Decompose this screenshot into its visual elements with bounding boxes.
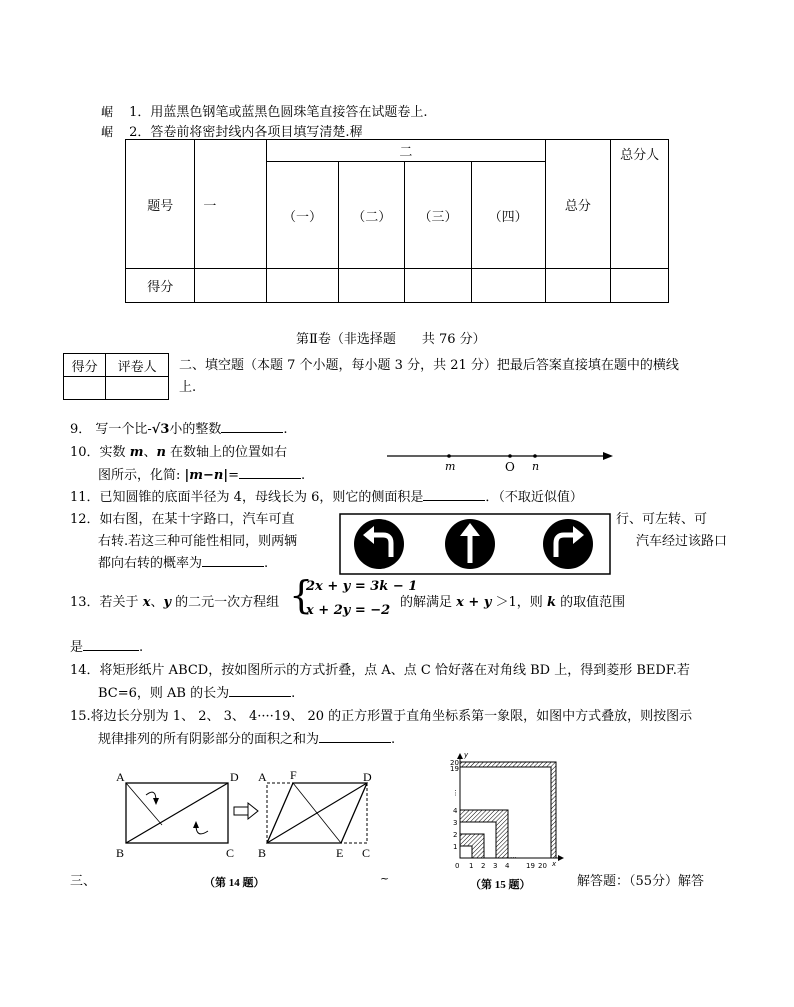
point-n [533,454,537,458]
fig14-right-label-f: F [290,768,297,782]
label-m: m [445,460,456,473]
fig15-xtick: 19 [526,862,535,870]
fig15-xtick: 2 [481,862,486,870]
score-table [125,139,669,303]
score-cell[interactable] [339,269,405,303]
figure-14 [110,765,400,895]
question-no-header: 题号 [126,140,195,269]
fig14-left-label-c: C [226,846,235,860]
note-glyph: 崌 [101,125,114,139]
fig14-caption: （第 14 题） [204,877,265,889]
scorer-header: 总分人 [611,140,669,269]
q13-text-post1: 的解满足 [400,595,457,610]
q9-sqrt: √3 [151,422,170,437]
straight-sign-icon [445,519,495,569]
score-cell[interactable] [195,269,267,303]
figure-15 [440,750,570,895]
fig14-right-label-e: E [336,846,344,860]
q13-cond: x + y [456,595,492,610]
q10-answer-blank[interactable] [239,466,301,479]
fig15-ytick: 19 [450,765,459,773]
question-14: 14．将矩形纸片 ABCD，按如图所示的方式折叠，点 A、点 C 恰好落在对角线 BD 上，得到菱形 BEDF.若 [70,663,690,678]
q12-text-3: 都向右转的概率为 [98,556,203,571]
left-turn-sign-icon [354,519,404,569]
fig14-left-label-b: B [116,846,125,860]
q13-eq1: 2x + y = 3k − 1 [306,579,418,594]
question-12: 12．如右图，在某十字路口，汽车可直 [70,512,295,527]
volume-title: 第Ⅱ卷（非选择题 共 76 分） [296,332,486,347]
q10-text: 10．实数 [70,445,130,460]
question-13-cont [400,591,625,610]
question-13 [70,591,279,610]
q12-answer-blank[interactable] [202,554,264,567]
section-3-prefix: 三、 [70,874,97,889]
note-text: 2．答卷前将密封线内各项目填写清楚.稺 [129,125,363,140]
q9-answer-blank[interactable] [221,420,283,433]
fig14-right-label-d: D [363,770,372,784]
q9-text-post: 小的整数 [169,422,222,437]
question-12-line2: 右转.若这三种可能性相同，则两辆 [98,534,298,549]
q11-answer-blank[interactable] [423,488,485,501]
section-3-heading: 解答题：（55分）解答 [577,874,705,889]
q15-answer-blank[interactable] [319,730,391,743]
score-cell[interactable] [545,269,611,303]
q10-eq: = [228,468,239,483]
q13-sep: 、 [150,595,164,610]
grader-cell[interactable] [106,377,169,400]
number-line [385,446,615,476]
fig15-xtick: 1 [469,862,474,870]
q10-text-2: 图所示，化简: [98,468,185,483]
grader-table [63,353,169,400]
q13-text-mid: 的二元一次方程组 [171,595,280,610]
fig14-left-label-d: D [230,770,239,784]
fig15-xtick: 3 [493,862,498,870]
total-header: 总分 [545,140,611,269]
q13-text-post2: ＞1，则 [491,595,547,610]
point-o [508,454,512,458]
question-14-line2: BC=6，则 AB 的长为 . [98,686,296,701]
grader-label: 评卷人 [106,354,169,377]
q9-text: 9． 写一个比- [70,422,152,437]
q10-var-m: m [129,445,144,460]
q15-text-2: 规律排列的所有阴影部分的面积之和为 [98,732,320,747]
number-line-arrow [603,452,613,460]
fig14-right-label-c: C [362,846,371,860]
fig14-left-label-a: A [116,770,125,784]
q11-text: 11．已知圆锥的底面半径为 4，母线长为 6，则它的侧面积是 [70,490,424,505]
question-10-line2: 图所示，化简: |m−n|= . [98,468,306,483]
q11-text-post: ．（不取近似值） [485,490,583,505]
stray-mark: ~ [380,872,390,885]
transform-arrow-icon [234,803,258,819]
question-12-right: 行、可左转、可 [616,512,708,527]
part-one-header: 一 [195,140,267,269]
q13-eq2: x + 2y = −2 [306,603,391,618]
fig15-ellipsis-v: ⋮ [452,789,459,797]
score-cell[interactable] [267,269,339,303]
label-n: n [532,460,540,473]
q10-expr: |m−n| [184,468,229,483]
fig15-y-label: y [464,751,469,759]
question-13-line2: 是 . [70,640,144,655]
fig15-ytick: 2 [453,831,458,839]
q13-var-k: k [546,595,556,610]
q14-text-2: BC=6，则 AB 的长为 [98,686,230,701]
grader-score-label: 得分 [64,354,106,377]
sub-part-4: （四） [471,162,545,269]
grader-score-cell[interactable] [64,377,106,400]
fig14-right-label-a: A [258,770,267,784]
q13-answer-blank[interactable] [83,638,139,651]
sub-part-1: （一） [267,162,339,269]
question-11 [70,486,583,505]
q10-sep: 、 [143,445,157,460]
q13-var-x: x [142,595,151,610]
question-12-line3: 都向右转的概率为 . [98,556,269,571]
sub-part-2: （二） [339,162,405,269]
q10-text-post: 在数轴上的位置如右 [165,445,288,460]
score-cell[interactable] [471,269,545,303]
q10-var-n: n [156,445,166,460]
fig15-xtick: 0 [455,862,460,870]
fig15-x-label: x [552,860,557,868]
traffic-signs [339,513,611,575]
note-2 [101,121,363,140]
section-2-heading: 二、填空题（本题 7 个小题，每小题 3 分，共 21 分）把最后答案直接填在题中的横线 [179,358,679,373]
point-m [447,454,451,458]
score-row-label: 得分 [126,269,195,303]
question-12-right2: 汽车经过该路口 [636,534,728,549]
note-1 [101,101,428,120]
q13-var-y: y [163,595,172,610]
question-15-line2: 规律排列的所有阴影部分的面积之和为 . [98,732,396,747]
score-cell[interactable] [611,269,669,303]
system-brace: { [289,573,314,617]
question-10 [70,441,287,460]
note-text: 1．用蓝黑色钢笔或蓝黑色圆珠笔直接答在试题卷上. [129,105,428,120]
q13-text-2: 是 [70,640,84,655]
q14-answer-blank[interactable] [229,684,291,697]
fig15-caption: （第 15 题） [470,879,531,891]
part-two-header: 二 [267,140,546,162]
score-cell[interactable] [405,269,471,303]
fig15-ellipsis: ··· [510,854,517,862]
fig15-ytick: 3 [453,819,458,827]
fig15-xtick: 4 [505,862,510,870]
fig15-xtick: 20 [538,862,547,870]
note-glyph: 崌 [101,105,114,119]
question-15: 15.将边长分别为 1、 2、 3、 4····19、 20 的正方形置于直角坐标系第一象限，如图中方式叠放，则按图示 [70,709,693,724]
sub-part-3: （三） [405,162,471,269]
label-o: O [505,460,515,474]
right-turn-sign-icon [543,519,593,569]
question-9: 9． 写一个比-√3小的整数 . [70,422,288,437]
section-2-heading-cont: 上. [179,380,197,395]
fig15-ytick: 4 [453,807,458,815]
fig15-ytick: 20 [450,759,459,767]
q13-text-post3: 的取值范围 [555,595,626,610]
fig14-right-label-b: B [258,846,267,860]
q13-text: 13．若关于 [70,595,143,610]
fig15-ytick: 1 [453,843,458,851]
